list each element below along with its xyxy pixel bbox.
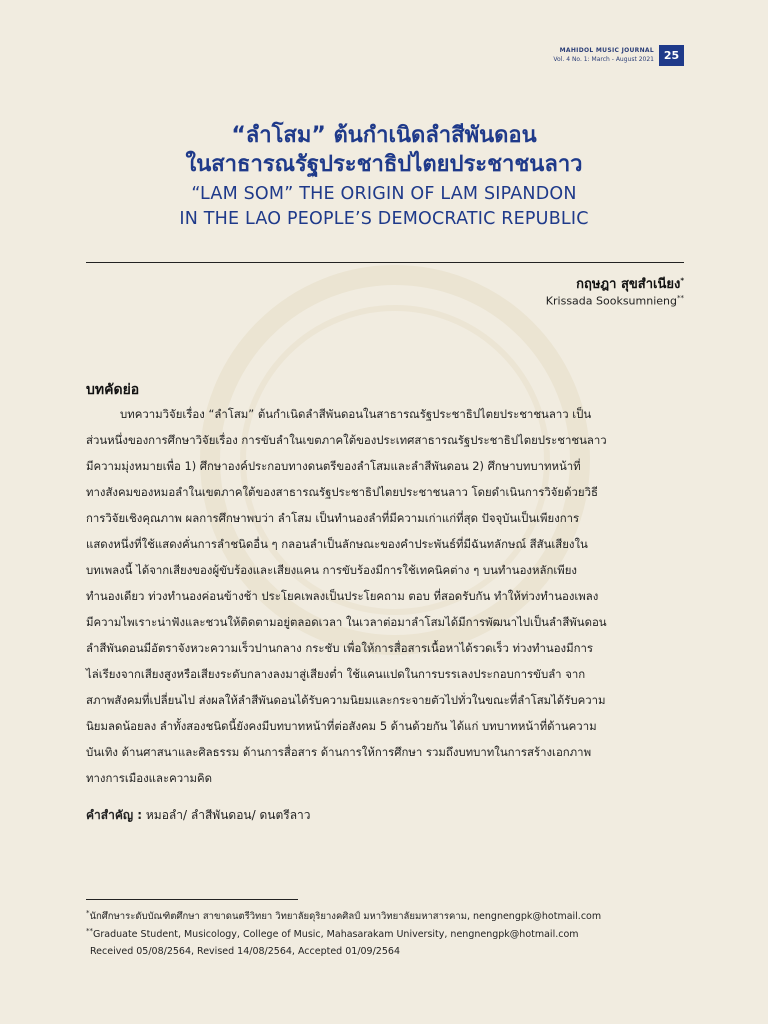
- abstract-line-11: ไล่เรียงจากเสียงสูงหรือเสียงระดับกลางลงมาสู่เสียงต่ำ ใช้แคนแปดในการบรรเลงประกอบการขับลำ จาก: [86, 667, 586, 681]
- abstract-line-5: การวิจัยเชิงคุณภาพ ผลการศึกษาพบว่า ลำโสม เป็นทำนองลำที่มีความเก่าแก่ที่สุด ปัจจุบันเป็นเพียงการ: [86, 511, 580, 525]
- page-number: 25: [659, 45, 684, 66]
- footnote-1-text: นักศึกษาระดับบัณฑิตศึกษา สาขาดนตรีวิทยา วิทยาลัยดุริยางคศิลป์ มหาวิทยาลัยมหาสารคาม, nengnengpk@hotmail.com: [89, 911, 602, 923]
- abstract-line-10: ลำสีพันดอนมีอัตราจังหวะความเร็วปานกลาง กระชับ เพื่อให้การสื่อสารเนื้อหาได้รวดเร็ว ท่วงทำนองมีการ: [86, 641, 594, 655]
- abstract-line-6: แสดงหนึ่งที่ใช้แสดงคั่นการลำชนิดอื่น ๆ กลอนลำเป็นลักษณะของคำประพันธ์ที่มีฉันทลักษณ์ สีสันเสียงใน: [86, 537, 588, 551]
- author-thai-name: กฤษฎา สุขสำเนียง: [576, 277, 681, 292]
- author-english: [546, 294, 684, 308]
- author-thai: [576, 273, 684, 294]
- abstract-line-2: ส่วนหนึ่งของการศึกษาวิจัยเรื่อง การขับลำในเขตภาคใต้ของประเทศสาธารณรัฐประชาธิปไตยประชาชนลาว: [86, 433, 607, 447]
- author-english-name: Krissada Sooksumnieng: [545, 294, 677, 308]
- abstract-line-8: ทำนองเดียว ท่วงทำนองค่อนข้างช้า ประโยคเพลงเป็นประโยคถาม ตอบ ที่สอดรับกัน ทำให้ท่วงทำนองเพลง: [86, 589, 599, 603]
- title-english-line-1: “LAM SOM” THE ORIGIN OF LAM SIPANDON: [191, 184, 577, 204]
- author-thai-mark: *: [680, 276, 684, 285]
- abstract-heading: บทคัดย่อ: [86, 382, 140, 398]
- abstract-line-12: สภาพสังคมที่เปลี่ยนไป ส่งผลให้ลำสีพันดอนได้รับความนิยมและกระจายตัวไปทั่วในขณะที่ลำโสมได้รับความ: [86, 693, 606, 707]
- abstract-line-9: มีความไพเราะน่าฟังและชวนให้ติดตามอยู่ตลอดเวลา ในเวลาต่อมาลำโสมได้มีการพัฒนาไปเป็นลำสีพันดอน: [86, 615, 607, 629]
- footnote-2-mark: **: [86, 927, 93, 935]
- abstract-line-1: บทความวิจัยเรื่อง “ลำโสม” ต้นกำเนิดลำสีพันดอนในสาธารณรัฐประชาธิปไตยประชาชนลาว เป็น: [120, 407, 592, 421]
- footnote-1-mark: *: [86, 909, 90, 917]
- received-dates: Received 05/08/2564, Revised 14/08/2564, Accepted 01/09/2564: [90, 946, 400, 957]
- title-thai-line-2: ในสาธารณรัฐประชาธิปไตยประชาชนลาว: [185, 152, 583, 177]
- keywords-text: หมอลำ/ ลำสีพันดอน/ ดนตรีลาว: [145, 808, 311, 822]
- journal-name: MAHIDOL MUSIC JOURNAL: [559, 47, 654, 54]
- footnote-2: [86, 927, 579, 940]
- abstract-line-7: บทเพลงนี้ ได้จากเสียงของผู้ขับร้องและเสียงแคน การขับร้องมีการใช้เทคนิคต่าง ๆ บนทำนองหลักเพียง: [86, 563, 577, 577]
- title-thai-line-1: “ลำโสม” ต้นกำเนิดลำสีพันดอน: [231, 123, 537, 148]
- journal-volume: Vol. 4 No. 1: March - August 2021: [553, 56, 654, 63]
- footnote-2-text: Graduate Student, Musicology, College of Music, Mahasarakam University, nengnengpk@hotmail.com: [93, 929, 579, 941]
- title-divider: [86, 262, 684, 263]
- title-english-line-2: IN THE LAO PEOPLE’S DEMOCRATIC REPUBLIC: [179, 209, 589, 229]
- abstract-line-14: บันเทิง ด้านศาสนาและศิลธรรม ด้านการสื่อสาร ด้านการให้การศึกษา รวมถึงบทบาทในการสร้างเอกภาพ: [86, 745, 592, 759]
- footnote-divider: [86, 899, 298, 900]
- keywords: [86, 806, 311, 825]
- author-english-mark: **: [677, 294, 684, 302]
- footnote-1: [86, 909, 601, 924]
- abstract-line-3: มีความมุ่งหมายเพื่อ 1) ศึกษาองค์ประกอบทางดนตรีของลำโสมและลำสีพันดอน 2) ศึกษาบทบาทหน้าที่: [86, 459, 581, 473]
- abstract-line-13: นิยมลดน้อยลง ลำทั้งสองชนิดนี้ยังคงมีบทบาทหน้าที่ต่อสังคม 5 ด้านด้วยกัน ได้แก่ บทบาทหน้าที่ด้านความ: [86, 719, 597, 733]
- abstract-line-4: ทางสังคมของหมอลำในเขตภาคใต้ของสาธารณรัฐประชาธิปไตยประชาชนลาว โดยดำเนินการวิจัยด้วยวิธี: [86, 485, 598, 499]
- keywords-label: คำสำคัญ :: [86, 808, 143, 822]
- abstract-line-15: ทางการเมืองและความคิด: [86, 771, 213, 785]
